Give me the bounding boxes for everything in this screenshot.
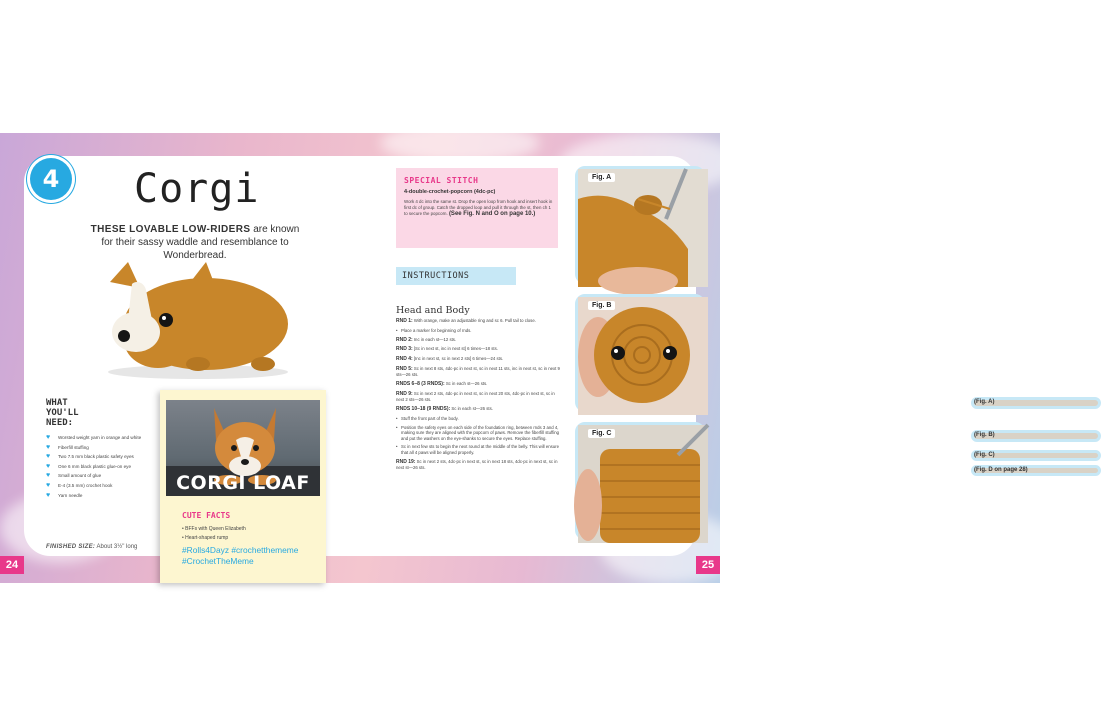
finished-size-label: FINISHED SIZE: (46, 544, 96, 550)
hashtags: #Rolls4Dayz #crochetthememe #CrochetTheMeme (182, 545, 299, 566)
pattern-number-badge: 4 (30, 158, 72, 200)
list-item: RND 9: Sc in next 2 sts, 4dc-pc in next st, sc in next 20 sts, 4dc-pc in next st, sc in next 2 sts—26 sts. (Fig. A) (396, 391, 562, 403)
finished-size-value: About 3½" long (95, 544, 138, 550)
special-stitch-name: 4-double-crochet-popcorn (4dc-pc) (404, 189, 496, 195)
figure-c-label: Fig. C (588, 429, 615, 438)
need-heading-line-1: WHAT (46, 398, 68, 408)
figure-a (575, 166, 705, 284)
heart-icon: ♥ (46, 472, 51, 480)
section-heading: Head and Body (396, 305, 470, 316)
list-item: RND 2: Inc in each st—12 sts. (396, 336, 457, 343)
cute-facts-heading: CUTE FACTS (182, 511, 231, 520)
special-stitch-heading: SPECIAL STITCH (404, 176, 479, 185)
page-number-left: 24 (0, 556, 24, 574)
heart-icon: ♥ (46, 491, 51, 499)
instructions-heading: INSTRUCTIONS (396, 267, 516, 285)
special-stitch-text: Work 4 dc into the same st. Drop the open loop from hook and insert hook in first dc of group. Catch the dropped loop and pull it through the st, then ch 1 to secure the popcorn. (404, 199, 553, 217)
figure-c-photo (578, 425, 708, 543)
list-item: ♥ E-4 (3.5 mm) crochet hook (46, 481, 113, 489)
corgi-loaf-card (160, 390, 326, 583)
figure-a-label: Fig. A (588, 173, 615, 182)
materials-list (46, 435, 146, 502)
intro-bold: THESE LOVABLE LOW-RIDERS (90, 224, 251, 235)
figure-b-photo (578, 297, 708, 415)
need-heading-line-3: NEED: (46, 418, 74, 428)
list-item: • Position the safety eyes on each side of the foundation ring, between rnds 3 and 4, making sure they are aligned with the popcorn of paws. (Fig. B) Remove the fiberfill stuffing and put the washers on the eye-shanks to secure the eyes. Replace stuffing. (396, 425, 562, 441)
list-item: ♥ Yarn needle (46, 491, 83, 499)
figure-c (575, 422, 705, 540)
pattern-intro (86, 223, 304, 262)
heart-icon: ♥ (46, 462, 51, 470)
heart-icon: ♥ (46, 453, 51, 461)
figure-b-label: Fig. B (588, 301, 615, 310)
list-item: RNDS 6–8 (3 RNDS): Sc in each st—26 sts. (396, 381, 488, 388)
list-item: RND 19: Sc in next 2 sts, 4dc-pc in next st, sc in next 18 sts, 4dc-pc in next st, sc in next st—26 sts. (Fig. D on page 28) (396, 459, 562, 471)
corgi-amigurumi-photo (88, 260, 298, 380)
what-youll-need-heading (46, 398, 106, 428)
list-item: • Stuff the front part of the body. (396, 416, 562, 421)
corgi-loaf-title: CORGI LOAF (176, 472, 310, 494)
instruction-rounds (396, 318, 1028, 474)
special-stitch-body (404, 199, 554, 218)
list-item: RND 4: [Inc in next st, sc in next 2 sts] 6 times—24 sts. (396, 356, 504, 363)
list-item: ♥ Small amount of glue (46, 472, 102, 480)
page-number-right: 25 (696, 556, 720, 574)
figure-b (575, 294, 705, 412)
pattern-title: Corgi (134, 166, 260, 212)
list-item: RND 1: With orange, make an adjustable ring and sc 6. Pull tail to close. (396, 318, 536, 324)
special-stitch-reference: (See Fig. N and O on page 10.) (448, 211, 536, 218)
cute-facts-list (182, 525, 322, 543)
special-stitch-box (396, 168, 558, 248)
heart-icon: ♥ (46, 443, 51, 451)
list-item: ♥ Two 7.5 mm black plastic safety eyes (46, 453, 134, 461)
list-item: RNDS 10–18 (9 RNDS): Sc in each st—26 sts. (396, 406, 493, 413)
heart-icon: ♥ (46, 434, 51, 441)
list-item: • Place a marker for beginning of rnds. (396, 328, 562, 333)
list-item: • Heart-shaped rump (182, 534, 322, 543)
list-item: ♥ One 6 mm black plastic glue-on eye (46, 462, 132, 470)
need-heading-line-2: YOU'LL (46, 408, 79, 418)
corgi-loaf-photo (166, 400, 320, 496)
list-item: RND 5: Sc in next 8 sts, 4dc-pc in next st, sc in next 11 sts, inc in next st, sc in next 9 sts—26 sts. (396, 365, 560, 378)
list-item: ♥ Fiberfill stuffing (46, 443, 89, 451)
figure-a-photo (578, 169, 708, 287)
heart-icon: ♥ (46, 481, 51, 489)
list-item: RND 3: [Sc in next st, inc in next st] 6 times—18 sts. (396, 346, 498, 353)
intro-rest: are known for their sassy waddle and resemblance to Wonderbread. (101, 224, 300, 261)
list-item: • Sc in next few sts to begin the next round at the middle of the belly. This will ensure that all 4 paws will be aligned properly. (Fig. C) (396, 444, 562, 455)
list-item: • BFFs with Queen Elizabeth (182, 525, 322, 534)
list-item: ♥ Worsted weight yarn in orange and white (46, 434, 142, 441)
